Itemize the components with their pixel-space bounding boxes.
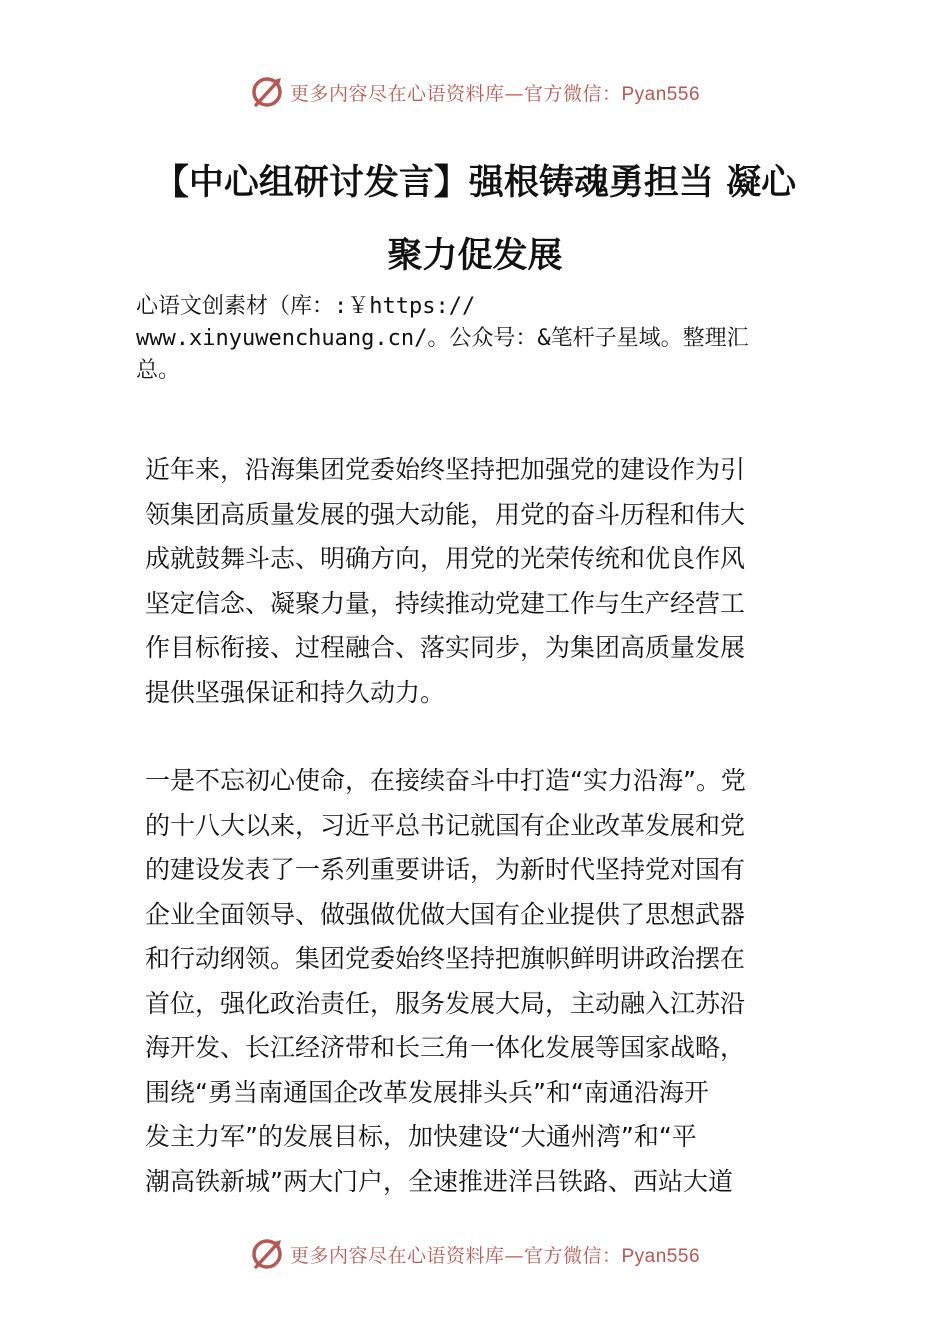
text-line: 发主力军”的发展目标，加快建设“大通州湾”和“平 — [145, 1122, 697, 1151]
text-line: 提供坚强保证和持久动力。 — [145, 677, 446, 707]
paragraph-2 — [145, 759, 825, 1204]
text-line: 潮高铁新城”两大门户，全速推进洋吕铁路、西站大道 — [145, 1166, 733, 1196]
source-line: www.xinyuwenchuang.cn/。公众号：&笔杆子星域。整理汇 — [136, 326, 749, 351]
page-title-line-1: 【中心组研讨发言】强根铸魂勇担当 凝心 — [153, 163, 797, 203]
banner-text: 更多内容尽在心语资料库—官方微信：Pyan556 — [289, 1244, 701, 1267]
text-line: 作目标衔接、过程融合、落实同步，为集团高质量发展 — [145, 633, 746, 662]
footer-banner — [0, 1232, 950, 1276]
source-line: 心语文创素材（库：:￥https:// — [136, 294, 476, 319]
source-line: 总。 — [136, 358, 181, 383]
logo-icon — [250, 1237, 284, 1271]
text-line: 成就鼓舞斗志、明确方向，用党的光荣传统和优良作风 — [145, 544, 746, 573]
wechat-id: Pyan556 — [621, 1245, 701, 1267]
text-line: 的十八大以来，习近平总书记就国有企业改革发展和党 — [145, 810, 746, 840]
text-line: 首位，强化政治责任，服务发展大局，主动融入江苏沿 — [145, 988, 746, 1018]
text-line: 一是不忘初心使命，在接续奋斗中打造“实力沿海”。党 — [145, 766, 746, 795]
text-line: 近年来，沿海集团党委始终坚持把加强党的建设作为引 — [145, 455, 746, 484]
logo-icon — [250, 75, 284, 109]
text-line: 的建设发表了一系列重要讲话，为新时代坚持党对国有 — [145, 855, 746, 884]
source-note — [136, 291, 836, 387]
text-line: 坚定信念、凝聚力量，持续推动党建工作与生产经营工 — [145, 588, 746, 618]
text-line: 企业全面领导、做强做优做大国有企业提供了思想武器 — [145, 899, 746, 929]
text-line: 海开发、长江经济带和长三角一体化发展等国家战略， — [145, 1033, 746, 1062]
wechat-id: Pyan556 — [621, 83, 701, 105]
paragraph-1 — [145, 448, 825, 715]
text-line: 围绕“勇当南通国企改革发展排头兵”和“南通沿海开 — [145, 1077, 709, 1107]
text-line: 领集团高质量发展的强大动能，用党的奋斗历程和伟大 — [145, 499, 746, 529]
header-banner — [0, 70, 950, 114]
page-title-line-2: 聚力促发展 — [387, 236, 563, 276]
text-line: 和行动纲领。集团党委始终坚持把旗帜鲜明讲政治摆在 — [145, 944, 746, 973]
banner-text: 更多内容尽在心语资料库—官方微信：Pyan556 — [289, 82, 701, 105]
